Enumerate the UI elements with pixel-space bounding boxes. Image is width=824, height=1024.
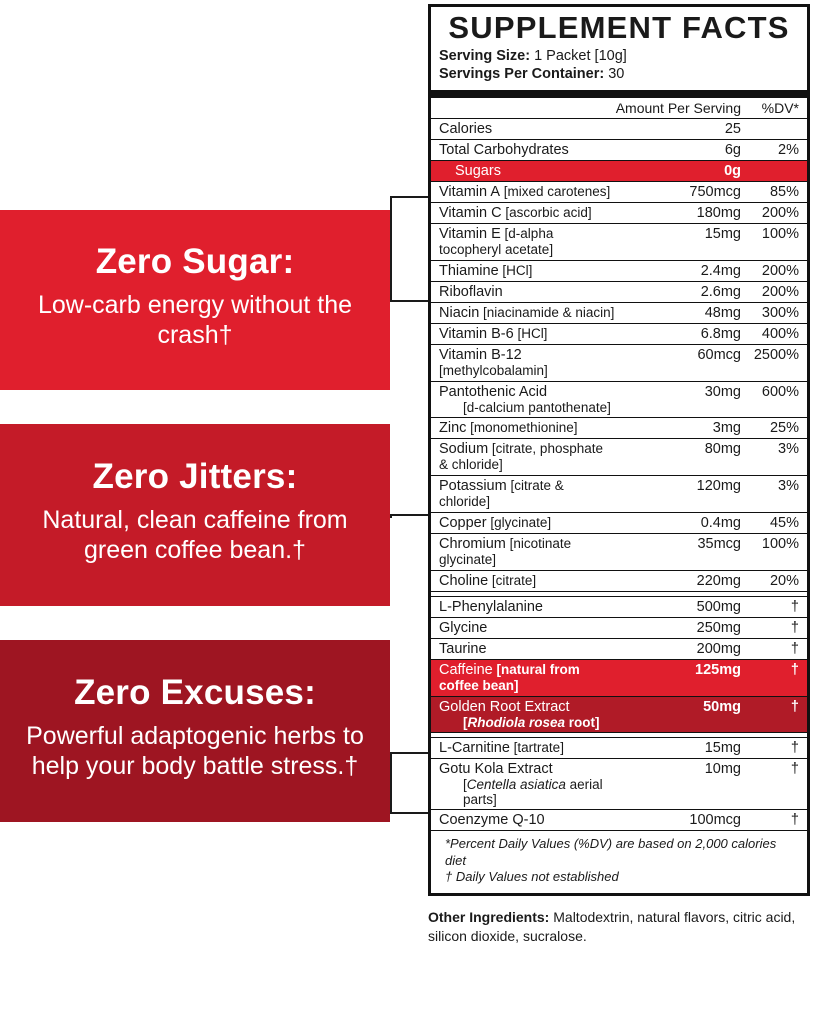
nutrient-daily-value: † xyxy=(747,696,807,732)
nutrient-row xyxy=(431,202,807,223)
nutrient-amount: 50mg xyxy=(616,696,747,732)
nutrient-name: Golden Root Extract [Rhodiola rosea root] xyxy=(431,696,616,732)
nutrient-daily-value: † xyxy=(747,758,807,809)
nutrient-name: Thiamine [HCl] xyxy=(431,260,616,281)
nutrition-table xyxy=(431,98,807,831)
nutrient-amount: 0.4mg xyxy=(616,512,747,533)
nutrient-row xyxy=(431,809,807,830)
table-header-row xyxy=(431,98,807,119)
nutrient-daily-value: † xyxy=(747,737,807,758)
connector-line-adaptogens xyxy=(390,752,428,814)
nutrient-row xyxy=(431,438,807,475)
serving-info xyxy=(431,47,807,88)
nutrient-amount: 2.4mg xyxy=(616,260,747,281)
nutrient-amount: 6.8mg xyxy=(616,323,747,344)
nutrient-amount: 200mg xyxy=(616,638,747,659)
nutrient-amount: 120mg xyxy=(616,475,747,512)
nutrient-amount: 180mg xyxy=(616,202,747,223)
nutrient-row xyxy=(431,737,807,758)
nutrient-name: Sodium [citrate, phosphate & chloride] xyxy=(431,438,616,475)
nutrient-row xyxy=(431,381,807,417)
nutrient-amount: 25 xyxy=(616,118,747,139)
callout-zero-excuses xyxy=(0,640,390,822)
nutrient-amount: 60mcg xyxy=(616,344,747,381)
footnote-dv: *Percent Daily Values (%DV) are based on 2,000 calories diet xyxy=(445,835,777,868)
nutrient-amount: 15mg xyxy=(616,737,747,758)
other-ingredients-label: Other Ingredients: xyxy=(428,909,550,926)
callout-title: Zero Sugar: xyxy=(95,242,295,282)
other-ingredients xyxy=(428,902,810,946)
nutrient-row xyxy=(431,696,807,732)
serving-size-value: 1 Packet [10g] xyxy=(534,47,627,64)
nutrient-name: Pantothenic Acid [d-calcium pantothenate] xyxy=(431,381,616,417)
nutrient-row xyxy=(431,260,807,281)
nutrient-row xyxy=(431,596,807,617)
nutrient-row xyxy=(431,181,807,202)
nutrient-amount: 2.6mg xyxy=(616,281,747,302)
nutrient-daily-value xyxy=(747,118,807,139)
header-amount-per-serving: Amount Per Serving xyxy=(616,98,747,119)
nutrient-daily-value: † xyxy=(747,659,807,696)
footnote-dagger: † Daily Values not established xyxy=(445,869,619,885)
other-ingredients-text: Maltodextrin, natural flavors, citric acid, silicon dioxide, sucralose. xyxy=(428,909,796,945)
nutrient-row xyxy=(431,617,807,638)
facts-title: SUPPLEMENT FACTS xyxy=(448,10,790,45)
nutrient-daily-value: 2500% xyxy=(747,344,807,381)
nutrient-name: Vitamin B-6 [HCl] xyxy=(431,323,616,344)
nutrient-row xyxy=(431,533,807,570)
nutrient-amount: 30mg xyxy=(616,381,747,417)
nutrient-name: Taurine xyxy=(431,638,616,659)
header-blank xyxy=(431,98,616,119)
nutrient-name: Potassium [citrate & chloride] xyxy=(431,475,616,512)
callout-panel-group xyxy=(0,0,392,1024)
connector-line-sugar xyxy=(390,196,428,302)
nutrient-row xyxy=(431,118,807,139)
nutrient-name: Copper [glycinate] xyxy=(431,512,616,533)
header-dv: %DV* xyxy=(747,98,807,119)
nutrient-daily-value: 85% xyxy=(747,181,807,202)
nutrient-name: Vitamin C [ascorbic acid] xyxy=(431,202,616,223)
nutrient-amount: 250mg xyxy=(616,617,747,638)
nutrient-row xyxy=(431,475,807,512)
nutrient-row xyxy=(431,302,807,323)
servings-per-container-value: 30 xyxy=(608,66,625,83)
nutrient-amount: 80mg xyxy=(616,438,747,475)
nutrient-row xyxy=(431,638,807,659)
nutrient-name: L-Carnitine [tartrate] xyxy=(431,737,616,758)
callout-body: Low-carb energy without the crash† xyxy=(37,290,353,350)
nutrient-amount: 220mg xyxy=(616,570,747,591)
nutrient-amount: 3mg xyxy=(616,417,747,438)
connector-line-caffeine xyxy=(390,514,428,518)
thick-divider xyxy=(431,90,807,98)
callout-zero-sugar xyxy=(0,210,390,390)
nutrient-amount: 750mcg xyxy=(616,181,747,202)
nutrient-row xyxy=(431,281,807,302)
callout-title: Zero Jitters: xyxy=(92,457,298,497)
nutrient-daily-value: 600% xyxy=(747,381,807,417)
nutrient-daily-value: 200% xyxy=(747,281,807,302)
nutrient-daily-value: 400% xyxy=(747,323,807,344)
serving-size-label: Serving Size: xyxy=(439,47,531,64)
nutrient-daily-value: † xyxy=(747,617,807,638)
nutrient-row xyxy=(431,659,807,696)
nutrient-daily-value: 200% xyxy=(747,202,807,223)
nutrient-row xyxy=(431,512,807,533)
nutrient-daily-value: 100% xyxy=(747,533,807,570)
nutrient-name: Vitamin E [d-alpha tocopheryl acetate] xyxy=(431,223,616,260)
nutrient-amount: 10mg xyxy=(616,758,747,809)
nutrient-name: Vitamin A [mixed carotenes] xyxy=(431,181,616,202)
nutrient-name: Calories xyxy=(431,118,616,139)
nutrient-daily-value: 20% xyxy=(747,570,807,591)
nutrient-name: Coenzyme Q-10 xyxy=(431,809,616,830)
callout-body: Natural, clean caffeine from green coffee bean.† xyxy=(42,505,348,565)
nutrient-row xyxy=(431,323,807,344)
nutrient-name: Glycine xyxy=(431,617,616,638)
nutrient-amount: 48mg xyxy=(616,302,747,323)
nutrient-row xyxy=(431,139,807,160)
callout-zero-jitters xyxy=(0,424,390,606)
nutrient-row xyxy=(431,344,807,381)
nutrient-name: Zinc [monomethionine] xyxy=(431,417,616,438)
nutrient-row xyxy=(431,223,807,260)
nutrient-row xyxy=(431,160,807,181)
nutrient-daily-value: 45% xyxy=(747,512,807,533)
nutrient-daily-value: 3% xyxy=(747,475,807,512)
callout-title: Zero Excuses: xyxy=(74,673,316,713)
nutrient-daily-value xyxy=(747,160,807,181)
servings-per-container-label: Servings Per Container: xyxy=(439,66,605,83)
nutrient-amount: 100mcg xyxy=(616,809,747,830)
servings-per-container-line xyxy=(439,65,799,84)
nutrient-amount: 6g xyxy=(616,139,747,160)
nutrient-name: Sugars xyxy=(431,160,616,181)
nutrient-daily-value: 300% xyxy=(747,302,807,323)
callout-body: Powerful adaptogenic herbs to help your body battle stress.† xyxy=(26,721,364,781)
nutrient-daily-value: † xyxy=(747,638,807,659)
nutrient-name: Niacin [niacinamide & niacin] xyxy=(431,302,616,323)
nutrient-daily-value: 25% xyxy=(747,417,807,438)
nutrient-daily-value: 100% xyxy=(747,223,807,260)
nutrient-daily-value: † xyxy=(747,809,807,830)
supplement-facts-panel xyxy=(428,4,810,896)
nutrient-amount: 0g xyxy=(616,160,747,181)
nutrient-name: Vitamin B-12 [methylcobalamin] xyxy=(431,344,616,381)
nutrient-name: Chromium [nicotinate glycinate] xyxy=(431,533,616,570)
nutrient-row xyxy=(431,570,807,591)
nutrient-name: Caffeine [natural from coffee bean] xyxy=(431,659,616,696)
nutrient-name: Riboflavin xyxy=(431,281,616,302)
nutrient-daily-value: 2% xyxy=(747,139,807,160)
nutrient-daily-value: 200% xyxy=(747,260,807,281)
nutrient-name: L-Phenylalanine xyxy=(431,596,616,617)
nutrient-row xyxy=(431,758,807,809)
footnotes xyxy=(431,831,807,894)
nutrient-name: Total Carbohydrates xyxy=(431,139,616,160)
nutrient-row xyxy=(431,417,807,438)
nutrient-name: Choline [citrate] xyxy=(431,570,616,591)
nutrient-daily-value: 3% xyxy=(747,438,807,475)
serving-size-line xyxy=(439,47,799,66)
nutrient-amount: 125mg xyxy=(616,659,747,696)
nutrient-name: Gotu Kola Extract [Centella asiatica aerial parts] xyxy=(431,758,616,809)
nutrient-amount: 15mg xyxy=(616,223,747,260)
nutrient-amount: 35mcg xyxy=(616,533,747,570)
nutrient-amount: 500mg xyxy=(616,596,747,617)
nutrient-daily-value: † xyxy=(747,596,807,617)
